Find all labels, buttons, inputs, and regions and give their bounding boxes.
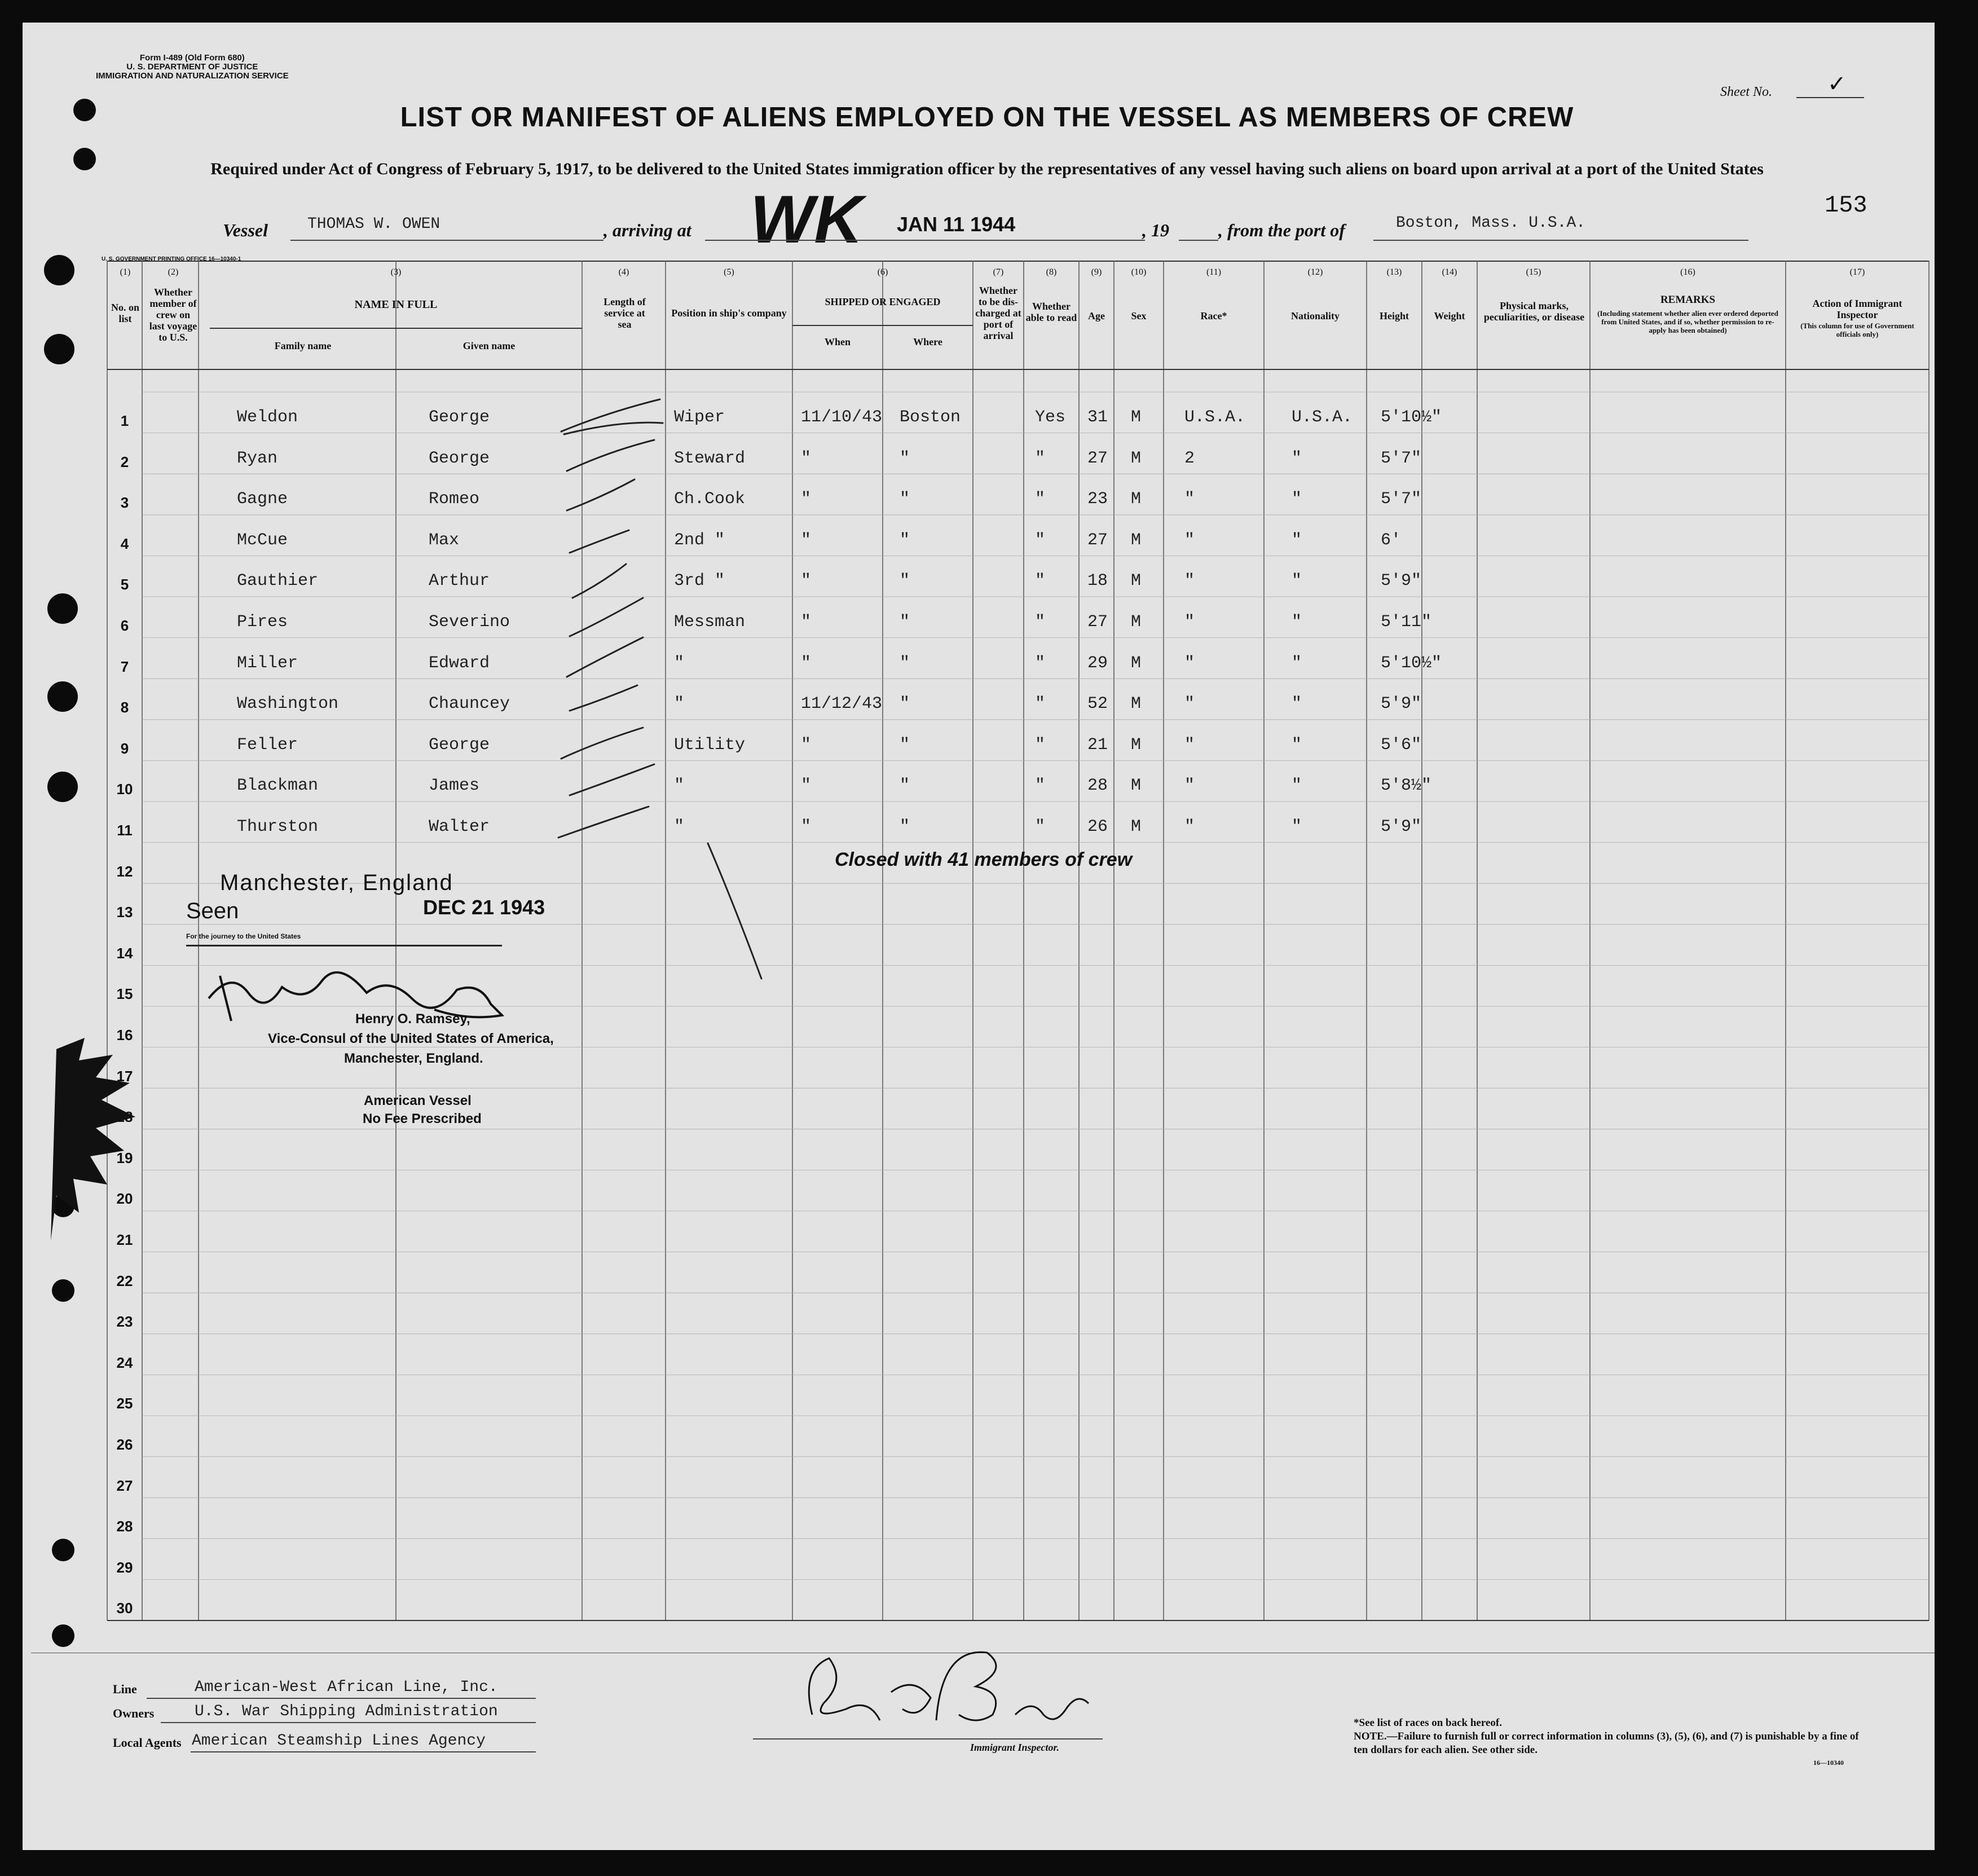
colnum-9: (9) (1091, 267, 1102, 277)
crew-given-name: Romeo (429, 490, 480, 509)
row-number: 24 (116, 1354, 133, 1371)
colnum-15: (15) (1526, 267, 1541, 277)
crew-family-name: Feller (237, 735, 298, 755)
crew-family-name: Gauthier (237, 571, 319, 591)
row-number: 11 (117, 822, 133, 839)
crew-given-name: Chauncey (429, 694, 510, 714)
colnum-7: (7) (993, 267, 1004, 277)
crew-position: Messman (674, 613, 746, 632)
crew-height: 5'9" (1381, 694, 1422, 714)
crew-nationality: " (1292, 735, 1302, 755)
crew-sex: M (1131, 448, 1142, 468)
crew-race: " (1184, 694, 1195, 714)
crew-shipped-when: " (801, 776, 812, 796)
crew-family-name: Weldon (237, 408, 298, 427)
crew-race: " (1184, 571, 1195, 591)
sheet-number-label: Sheet No. (1720, 85, 1772, 99)
colnum-8: (8) (1046, 267, 1057, 277)
crew-age: 28 (1087, 776, 1108, 796)
crew-height: 5'10½" (1381, 408, 1442, 427)
row-number: 19 (116, 1149, 133, 1166)
row-number: 23 (116, 1313, 133, 1331)
row-number: 7 (120, 658, 129, 675)
crew-height: 5'11" (1381, 613, 1432, 632)
header-last-voyage: Whether member of crew on last voyage to U.S. (149, 287, 197, 343)
header-given-name: Given name (462, 340, 516, 351)
crew-race: 2 (1184, 448, 1195, 468)
crew-sex: M (1131, 653, 1142, 673)
crew-race: " (1184, 490, 1195, 509)
header-weight: Weight (1434, 310, 1465, 322)
crew-position: Utility (674, 735, 746, 755)
header-remarks: REMARKS (1660, 294, 1716, 306)
crew-nationality: " (1292, 653, 1302, 673)
crew-family-name: Miller (237, 653, 298, 673)
row-number: 8 (120, 699, 129, 716)
row-number: 26 (116, 1436, 133, 1453)
row-number: 2 (120, 453, 129, 470)
inspector-signature (750, 1636, 1100, 1749)
colnum-10: (10) (1131, 267, 1147, 277)
crew-sex: M (1131, 408, 1142, 427)
crew-height: 5'7" (1381, 490, 1422, 509)
row-number: 3 (120, 494, 129, 512)
consul-name: Henry O. Ramsey, (355, 1011, 470, 1027)
colnum-16: (16) (1680, 267, 1695, 277)
crew-shipped-when: " (801, 530, 812, 550)
colnum-5: (5) (724, 267, 734, 277)
crew-nationality: " (1292, 613, 1302, 632)
year-label: , 19 (1142, 220, 1169, 240)
row-number: 30 (116, 1600, 133, 1617)
crew-able-to-read: Yes (1035, 408, 1066, 427)
consul-title: Vice-Consul of the United States of America, (268, 1031, 554, 1046)
crew-given-name: Walter (429, 817, 490, 836)
colnum-1: (1) (120, 267, 131, 277)
header-discharged: Whether to be dis-charged at port of arrival (975, 285, 1021, 341)
crew-able-to-read: " (1035, 571, 1046, 591)
crew-able-to-read: " (1035, 613, 1046, 632)
header-sex: Sex (1131, 310, 1147, 322)
embossed-seal (39, 1027, 164, 1263)
row-number: 21 (116, 1231, 133, 1248)
crew-position: " (674, 694, 685, 714)
crew-shipped-when: " (801, 653, 812, 673)
crew-sex: M (1131, 490, 1142, 509)
header-no-on-list: No. on list (111, 302, 139, 324)
agents-value: American Steamship Lines Agency (192, 1732, 486, 1750)
crew-age: 23 (1087, 490, 1108, 509)
crew-able-to-read: " (1035, 448, 1046, 468)
row-number: 17 (116, 1067, 133, 1085)
row-number: 5 (120, 576, 129, 593)
header-shipped-engaged: SHIPPED OR ENGAGED (825, 296, 941, 307)
header-nationality: Nationality (1290, 310, 1340, 322)
crew-able-to-read: " (1035, 776, 1046, 796)
consul-place: Manchester, England (220, 870, 453, 895)
crew-position: Steward (674, 448, 746, 468)
row-number: 20 (116, 1190, 133, 1208)
crew-race: " (1184, 653, 1195, 673)
crew-race: " (1184, 817, 1195, 836)
crew-age: 27 (1087, 613, 1108, 632)
crew-sex: M (1131, 571, 1142, 591)
crew-age: 31 (1087, 408, 1108, 427)
crew-race: " (1184, 735, 1195, 755)
row-number: 29 (116, 1558, 133, 1576)
consul-line2: No Fee Prescribed (363, 1111, 482, 1126)
header-length-service: Length of service at sea (603, 296, 646, 330)
crew-shipped-when: " (801, 735, 812, 755)
row-number: 25 (116, 1395, 133, 1412)
crew-shipped-where: Boston (900, 408, 961, 427)
crew-given-name: Arthur (429, 571, 490, 591)
header-age: Age (1088, 310, 1105, 322)
row-number: 13 (116, 904, 133, 921)
crew-family-name: McCue (237, 530, 288, 550)
agents-label: Local Agents (113, 1736, 182, 1750)
from-port-label: , from the port of (1218, 220, 1345, 240)
crew-sex: M (1131, 530, 1142, 550)
crew-age: 52 (1087, 694, 1108, 714)
header-action-note: (This column for use of Government officials only) (1800, 322, 1914, 338)
colnum-6: (6) (877, 267, 888, 277)
crew-shipped-when: 11/12/43 (801, 694, 883, 714)
colnum-11: (11) (1206, 267, 1222, 277)
crew-shipped-where: " (900, 817, 910, 836)
arrival-date-stamp: JAN 11 1944 (897, 213, 1016, 236)
crew-given-name: Severino (429, 613, 510, 632)
crew-age: 18 (1087, 571, 1108, 591)
crew-shipped-where: " (900, 490, 910, 509)
crew-height: 6' (1381, 530, 1402, 550)
note-races: *See list of races on back hereof. (1354, 1717, 1502, 1729)
consul-city: Manchester, England. (344, 1051, 483, 1066)
crew-sex: M (1131, 776, 1142, 796)
header-race: Race* (1200, 310, 1227, 322)
colnum-4: (4) (618, 267, 629, 277)
crew-nationality: " (1292, 530, 1302, 550)
punch-hole (47, 593, 78, 624)
inspector-label: Immigrant Inspector. (970, 1742, 1060, 1753)
crew-age: 29 (1087, 653, 1108, 673)
crew-family-name: Gagne (237, 490, 288, 509)
crew-height: 5'7" (1381, 448, 1422, 468)
row-number: 14 (116, 944, 133, 962)
crew-able-to-read: " (1035, 653, 1046, 673)
crew-shipped-where: " (900, 694, 910, 714)
crew-sex: M (1131, 817, 1142, 836)
crew-shipped-when: " (801, 571, 812, 591)
crew-race: U.S.A. (1184, 408, 1246, 427)
punch-hole (73, 148, 96, 170)
punch-hole (47, 772, 78, 802)
crew-family-name: Washington (237, 694, 339, 714)
crew-position: Wiper (674, 408, 725, 427)
line-value: American-West African Line, Inc. (195, 1679, 498, 1696)
punch-hole (47, 681, 78, 712)
row-number: 15 (116, 985, 133, 1003)
crew-shipped-where: " (900, 776, 910, 796)
crew-shipped-where: " (900, 530, 910, 550)
colnum-17: (17) (1849, 267, 1865, 277)
arriving-label: , arriving at (603, 220, 691, 240)
crew-able-to-read: " (1035, 530, 1046, 550)
row-number: 9 (120, 739, 129, 757)
row-number: 1 (120, 412, 129, 429)
crew-position: 2nd " (674, 530, 725, 550)
crew-nationality: " (1292, 490, 1302, 509)
crew-family-name: Blackman (237, 776, 319, 796)
owners-label: Owners (113, 1706, 155, 1720)
crew-able-to-read: " (1035, 490, 1046, 509)
crew-height: 5'8½" (1381, 776, 1432, 796)
consul-journey: For the journey to the United States (186, 932, 301, 940)
crew-shipped-where: " (900, 571, 910, 591)
crew-shipped-when: 11/10/43 (801, 408, 883, 427)
crew-able-to-read: " (1035, 817, 1046, 836)
crew-shipped-when: " (801, 613, 812, 632)
header-height: Height (1380, 310, 1409, 322)
crew-given-name: James (429, 776, 480, 796)
punch-hole (44, 334, 74, 364)
row-number: 4 (120, 535, 129, 552)
crew-age: 27 (1087, 530, 1108, 550)
crew-race: " (1184, 530, 1195, 550)
consul-seen: Seen (186, 899, 239, 923)
crew-race: " (1184, 613, 1195, 632)
crew-position: " (674, 817, 685, 836)
crew-position: 3rd " (674, 571, 725, 591)
form-identifier: Form I-489 (Old Form 680) U. S. DEPARTMENT OF JUSTICE IMMIGRATION AND NATURALIZATION SERVICE (96, 53, 289, 81)
colnum-2: (2) (168, 267, 179, 277)
crew-height: 5'9" (1381, 571, 1422, 591)
sheet-number-value: ✓ (1827, 71, 1847, 96)
colnum-14: (14) (1442, 267, 1457, 277)
row-number: 22 (116, 1272, 133, 1289)
crew-nationality: " (1292, 571, 1302, 591)
form-code: 16—10340 (1813, 1759, 1844, 1767)
crew-sex: M (1131, 694, 1142, 714)
from-port: Boston, Mass. U.S.A. (1396, 214, 1586, 232)
crew-nationality: " (1292, 448, 1302, 468)
header-name-in-full: NAME IN FULL (354, 298, 438, 311)
header-able-to-read: Whether able to read (1025, 301, 1077, 323)
crew-age: 21 (1087, 735, 1108, 755)
note-fine: NOTE.—Failure to furnish full or correct information in columns (3), (5), (6), and (7) is punishable by a fine of ten dollars for each alien. See other side. (1354, 1730, 1859, 1756)
crew-sex: M (1131, 735, 1142, 755)
consul-date: DEC 21 1943 (423, 896, 545, 919)
crew-age: 26 (1087, 817, 1108, 836)
header-remarks-note: (Including statement whether alien ever ordered deported from United States, and if so, whether permission to re-apply has been obtained) (1597, 309, 1778, 334)
crew-nationality: " (1292, 817, 1302, 836)
crew-shipped-where: " (900, 653, 910, 673)
vessel-label: Vessel (223, 220, 268, 240)
row-number: 10 (116, 781, 133, 798)
crew-height: 5'6" (1381, 735, 1422, 755)
crew-nationality: " (1292, 694, 1302, 714)
crew-able-to-read: " (1035, 735, 1046, 755)
page-number: 153 (1825, 192, 1867, 219)
crew-height: 5'10½" (1381, 653, 1442, 673)
crew-family-name: Pires (237, 613, 288, 632)
punch-hole (52, 1279, 74, 1302)
crew-shipped-when: " (801, 817, 812, 836)
header-physical-marks: Physical marks, peculiarities, or disease (1483, 300, 1585, 323)
header-where: Where (913, 336, 942, 347)
colnum-12: (12) (1307, 267, 1323, 277)
header-family-name: Family name (274, 340, 332, 351)
consul-line1: American Vessel (364, 1093, 472, 1108)
line-label: Line (113, 1682, 137, 1696)
crew-given-name: George (429, 448, 490, 468)
crew-given-name: Max (429, 530, 460, 550)
crew-height: 5'9" (1381, 817, 1422, 836)
closed-with-note: Closed with 41 members of crew (835, 849, 1133, 870)
owners-value: U.S. War Shipping Administration (195, 1703, 498, 1720)
crew-race: " (1184, 776, 1195, 796)
crew-shipped-when: " (801, 490, 812, 509)
crew-able-to-read: " (1035, 694, 1046, 714)
header-action-inspector: Action of Immigrant Inspector (1812, 298, 1902, 320)
crew-shipped-where: " (900, 735, 910, 755)
crew-nationality: U.S.A. (1292, 408, 1353, 427)
row-number: 12 (116, 862, 133, 880)
crew-given-name: Edward (429, 653, 490, 673)
crew-sex: M (1131, 613, 1142, 632)
crew-family-name: Ryan (237, 448, 278, 468)
crew-position: " (674, 776, 685, 796)
crew-family-name: Thurston (237, 817, 319, 836)
printer-line: U. S. GOVERNMENT PRINTING OFFICE 16—10340-1 (102, 256, 241, 262)
vessel-name: THOMAS W. OWEN (307, 215, 440, 233)
punch-hole (52, 1539, 74, 1561)
header-position: Position in ship's company (671, 307, 787, 319)
page-title: LIST OR MANIFEST OF ALIENS EMPLOYED ON THE VESSEL AS MEMBERS OF CREW (400, 102, 1574, 133)
row-number: 27 (116, 1477, 133, 1494)
punch-hole (44, 255, 74, 285)
crew-age: 27 (1087, 448, 1108, 468)
crew-given-name: George (429, 735, 490, 755)
arrival-handwritten: WK (750, 182, 863, 257)
crew-shipped-where: " (900, 448, 910, 468)
colnum-3: (3) (390, 267, 402, 277)
crew-shipped-where: " (900, 613, 910, 632)
row-number: 28 (116, 1518, 133, 1535)
row-number: 16 (116, 1027, 133, 1043)
crew-position: Ch.Cook (674, 490, 746, 509)
header-when: When (824, 336, 851, 347)
colnum-13: (13) (1386, 267, 1402, 277)
crew-given-name: George (429, 408, 490, 427)
page-subtitle: Required under Act of Congress of February 5, 1917, to be delivered to the United States immigration officer by the representatives of any vessel having such aliens on board upon arrival at a port of the United States (210, 160, 1764, 178)
crew-nationality: " (1292, 776, 1302, 796)
punch-hole (52, 1624, 74, 1647)
crew-shipped-when: " (801, 448, 812, 468)
row-number: 6 (120, 617, 129, 634)
crew-position: " (674, 653, 685, 673)
